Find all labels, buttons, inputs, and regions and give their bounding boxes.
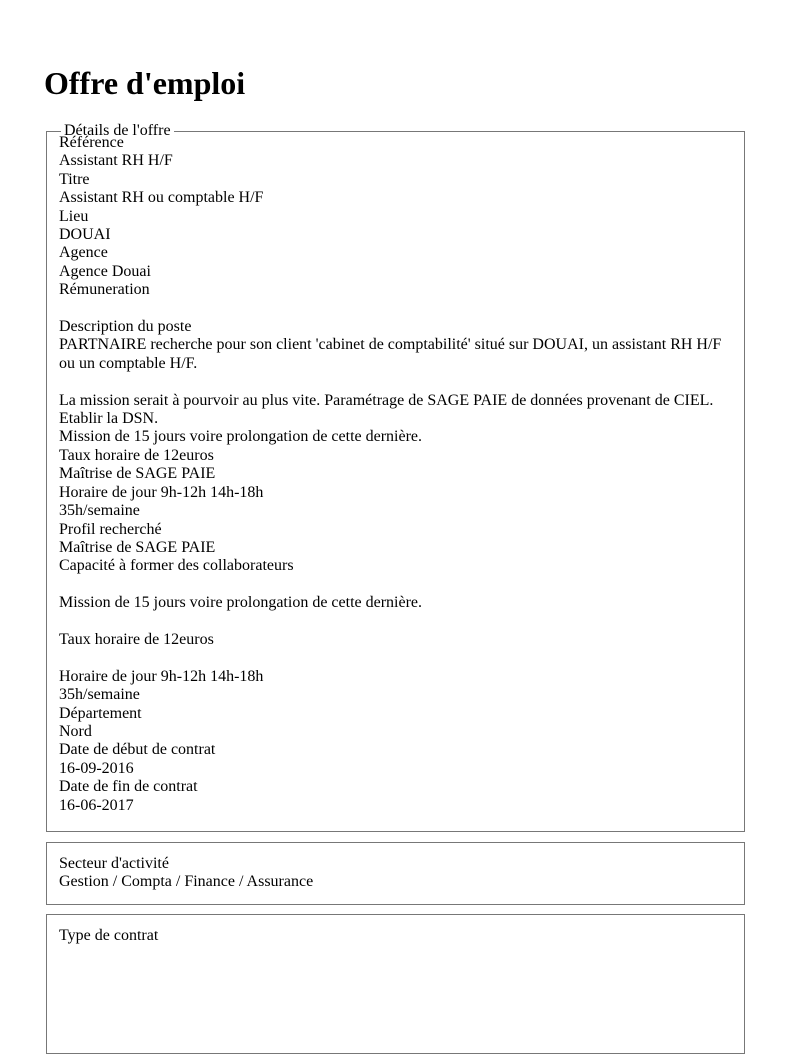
offer-details-content — [59, 134, 744, 815]
department-value: Nord — [59, 722, 92, 740]
end-date-label: Date de fin de contrat — [59, 778, 198, 796]
department-label: Département — [59, 704, 142, 722]
description-line: Etablir la DSN. — [59, 410, 159, 428]
contract-type-box — [46, 914, 745, 1054]
location-label: Lieu — [59, 207, 89, 225]
description-line: 35h/semaine — [59, 502, 140, 520]
sector-value: Gestion / Compta / Finance / Assurance — [59, 873, 314, 891]
agency-label: Agence — [59, 244, 108, 262]
title-label: Titre — [59, 170, 90, 188]
description-line: La mission serait à pourvoir au plus vite. Paramétrage de SAGE PAIE de données provenant de CIEL. — [59, 391, 714, 409]
description-line: Maîtrise de SAGE PAIE — [59, 465, 216, 483]
description-line: Mission de 15 jours voire prolongation de cette dernière. — [59, 428, 423, 446]
end-date-value: 16-06-2017 — [59, 796, 134, 814]
title-value: Assistant RH ou comptable H/F — [59, 189, 264, 207]
profile-rate: Taux horaire de 12euros — [59, 630, 214, 648]
profile-week: 35h/semaine — [59, 686, 140, 704]
profile-hours: Horaire de jour 9h-12h 14h-18h — [59, 667, 264, 685]
offer-details-legend: Détails de l'offre — [64, 122, 171, 139]
profile-line: Capacité à former des collaborateurs — [59, 557, 294, 575]
profile-label: Profil recherché — [59, 520, 162, 538]
spacer — [59, 649, 744, 667]
salary-label: Rémuneration — [59, 281, 150, 299]
page-title: Offre d'emploi — [44, 65, 246, 101]
spacer — [59, 373, 744, 391]
sector-box — [46, 842, 745, 905]
location-value: DOUAI — [59, 226, 111, 244]
reference-value: Assistant RH H/F — [59, 152, 173, 170]
description-paragraph: PARTNAIRE recherche pour son client 'cabinet de comptabilité' situé sur DOUAI, un assistant RH H/F ou un comptable H/F. — [59, 336, 722, 372]
profile-line: Maîtrise de SAGE PAIE — [59, 538, 216, 556]
contract-type-label: Type de contrat — [59, 927, 159, 944]
spacer — [59, 300, 744, 318]
start-date-value: 16-09-2016 — [59, 759, 134, 777]
start-date-label: Date de début de contrat — [59, 741, 216, 759]
description-label: Description du poste — [59, 318, 192, 336]
offer-details-fieldset — [46, 122, 745, 832]
description-line: Horaire de jour 9h-12h 14h-18h — [59, 483, 264, 501]
spacer — [59, 576, 744, 594]
spacer — [59, 613, 744, 631]
description-line: Taux horaire de 12euros — [59, 446, 214, 464]
profile-mission: Mission de 15 jours voire prolongation de cette dernière. — [59, 594, 423, 612]
agency-value: Agence Douai — [59, 262, 151, 280]
reference-label: Référence — [59, 134, 124, 151]
sector-label: Secteur d'activité — [59, 855, 169, 872]
